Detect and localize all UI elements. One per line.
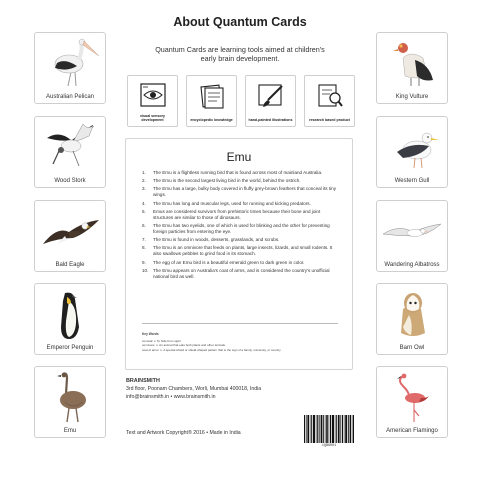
eagle-illustration-icon bbox=[39, 204, 101, 258]
publisher-address: 3rd floor, Poonam Chambers, Worli, Mumbai 400018, India bbox=[126, 386, 262, 393]
fact-item: 10. The Emu appears on Australia's coat of arms, and is considered the country's unofficial national bird as well. bbox=[142, 267, 330, 279]
bird-name-label: Emu bbox=[63, 428, 77, 434]
fact-item: 3. The Emu has a large, bulky body covered in fluffy grey-brown feathers that conceal its tiny wings. bbox=[142, 186, 336, 198]
keywords-title: Key Words bbox=[142, 332, 159, 336]
emu-illustration-icon bbox=[39, 370, 101, 424]
bird-name-label: Wood Stork bbox=[54, 178, 86, 184]
bird-name-label: Barn Owl bbox=[399, 345, 425, 351]
pelican-illustration-icon bbox=[39, 36, 101, 90]
keywords-divider bbox=[142, 323, 338, 324]
fact-item: 1. The Emu is a flightless running bird that is found across most of mainland Australia. bbox=[142, 170, 323, 175]
feature-label: encyclopedic knowledge bbox=[190, 117, 233, 122]
bird-name-label: Australian Pelican bbox=[45, 94, 95, 100]
feature-encyclopedic bbox=[186, 75, 237, 127]
feature-hand-painted bbox=[245, 75, 296, 127]
card-bald-eagle[interactable] bbox=[34, 200, 106, 272]
feature-research-based bbox=[304, 75, 355, 127]
fact-item: 5. Emus are considered survivors from prehistoric times because their bone and joint structures are similar to those of dinosaurs. bbox=[142, 208, 321, 220]
card-western-gull[interactable] bbox=[376, 116, 448, 188]
keyword-item: coat of arms: n. A special shield or shield-shaped pattern that is the sign of a family, university, or country bbox=[142, 347, 281, 352]
bird-name-label: Emperor Penguin bbox=[46, 345, 94, 351]
penguin-illustration-icon bbox=[39, 287, 101, 341]
magnifier-document-icon bbox=[315, 82, 345, 110]
card-king-vulture[interactable] bbox=[376, 32, 448, 104]
panel-title: Emu bbox=[226, 150, 252, 164]
paintbrush-icon bbox=[256, 82, 286, 110]
barcode-icon bbox=[304, 415, 354, 443]
keywords-section bbox=[142, 332, 338, 352]
gull-illustration-icon bbox=[381, 120, 443, 174]
keyword-item: conceal: v. To hide from sight bbox=[142, 338, 181, 343]
albatross-illustration-icon bbox=[381, 204, 443, 258]
card-australian-pelican[interactable] bbox=[34, 32, 106, 104]
stork-illustration-icon bbox=[39, 120, 101, 174]
bird-name-label: Western Gull bbox=[394, 178, 430, 184]
eye-chart-icon bbox=[138, 82, 168, 110]
page-subtitle: Quantum Cards are learning tools aimed at children's early brain development. bbox=[155, 45, 325, 63]
bird-name-label: King Vulture bbox=[395, 94, 429, 100]
fact-item: 9. The egg of an Emu bird is a beautiful emerald green to dark green in color. bbox=[142, 259, 305, 265]
book-stack-icon bbox=[197, 82, 227, 110]
vulture-illustration-icon bbox=[381, 36, 443, 90]
fact-item: 8. The Emu is an omnivore that feeds on plants, large insects, lizards, and small rodents. It also swallows pebbles to grind food in its stomach. bbox=[142, 245, 333, 257]
publisher-info bbox=[126, 377, 261, 402]
feature-label: visual sensory development bbox=[140, 113, 165, 122]
keyword-item: omnivore: n. An animal that eats both plants and other animals bbox=[142, 343, 226, 348]
fact-item: 6. The Emu has two eyelids, one of which is used for blinking and the other for preventing foreign particles from entering the eye. bbox=[142, 222, 330, 234]
feature-label: hand-painted illustrations bbox=[248, 117, 293, 122]
feature-visual-sensory bbox=[127, 75, 178, 127]
bird-name-label: Wandering Albatross bbox=[384, 262, 440, 268]
card-wood-stork[interactable] bbox=[34, 116, 106, 188]
card-american-flamingo[interactable] bbox=[376, 366, 448, 438]
bird-name-label: Bald Eagle bbox=[55, 262, 85, 268]
card-emu[interactable] bbox=[34, 366, 106, 438]
page-title: About Quantum Cards bbox=[173, 15, 307, 29]
fact-list bbox=[142, 170, 338, 282]
publisher-name: BRAINSMITH bbox=[126, 378, 160, 384]
barcode-number: 1QB8001 bbox=[321, 444, 337, 448]
card-barn-owl[interactable] bbox=[376, 283, 448, 355]
info-panel bbox=[125, 138, 353, 370]
owl-illustration-icon bbox=[381, 287, 443, 341]
publisher-contact: info@brainsmith.in • www.brainsmith.in bbox=[126, 394, 216, 401]
fact-item: 2. The Emu is the second largest living bird in the world, behind the ostrich. bbox=[142, 178, 301, 184]
card-wandering-albatross[interactable] bbox=[376, 200, 448, 272]
fact-item: 7. The Emu is found in woods, desserts, grasslands, and scrubs. bbox=[142, 237, 280, 243]
bird-name-label: American Flamingo bbox=[386, 428, 438, 434]
fact-item: 4. The Emu has long and muscular legs, used for running and kicking predators. bbox=[142, 200, 311, 206]
card-emperor-penguin[interactable] bbox=[34, 283, 106, 355]
feature-label: research based product bbox=[309, 117, 350, 122]
copyright-text: Text and Artwork Copyright® 2016 • Made in India bbox=[126, 430, 241, 436]
flamingo-illustration-icon bbox=[381, 370, 443, 424]
